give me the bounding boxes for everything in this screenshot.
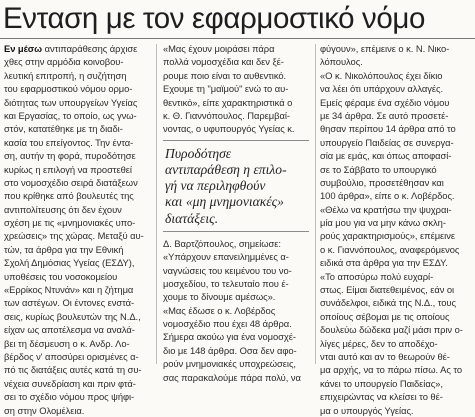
text-line: ρούν μνημονιακές υποχρεώσεις, — [163, 358, 296, 370]
text-line: χθες στην αρμόδια κοινοβου- — [4, 56, 124, 68]
text-line: επιχειρώντας να κλείσει το θέ- — [320, 391, 443, 403]
text-line: υπουργείο Παιδείας σε συνεργα- — [320, 136, 454, 148]
text-line: συμβούλιο, προσετέθησαν και — [320, 176, 444, 188]
text-line: συνάδελφοι, ειδικά της Ν.Δ., τους — [320, 297, 456, 309]
text-line: 100 άρθρα», είπε ο κ. Λοβέρδος. — [320, 190, 455, 202]
pullquote-line: γή να περιληφθούν — [165, 178, 266, 194]
text-line: Εχουμε τη "μαϊμού" ενώ το αυ- — [163, 83, 289, 95]
text-line: «Ερρίκος Ντυνάν» και η ζήτημα — [4, 284, 134, 296]
text-line: τών, τα άρθρα για την Εθνική — [4, 243, 124, 255]
text-line: φύγουν», επέμεινε ο κ. Ν. Νικο- — [320, 43, 450, 54]
column-divider-2 — [315, 44, 316, 364]
text-line: μία μου για να μην κάνω σκλη- — [320, 217, 446, 229]
text-line: νοντας, ο υφυπουργός Υγείας κ. — [163, 123, 295, 135]
article-headline: Ενταση με τον εφαρμοστικό νόμο — [3, 2, 425, 35]
text-line: λίγες μέρες, δεν το αποδέχο- — [320, 337, 438, 349]
text-line: θησαν περίπου 14 άρθρα από το — [320, 123, 456, 135]
text-line: βέρδος ν' αποσύρει ορισμένες α- — [4, 350, 139, 362]
text-line: θεντικό», είπε χαρακτηριστικά ο — [163, 96, 293, 108]
text-line: ρούς χαρακτηρισμούς», επέμεινε — [320, 230, 455, 242]
text-line: ρουμε ποιο είναι το αυθεντικό. — [163, 69, 287, 81]
lead-in-text: Εν μέσω — [4, 43, 43, 54]
article-column-1 — [4, 42, 150, 417]
text-line: Σήμερα ακούω για ένα νομοσχέ- — [163, 331, 296, 343]
text-line: σας παρακαλούμε πάρα πολύ, να — [163, 371, 301, 383]
text-line: σει το σχέδιο νόμου προς ψήφι- — [4, 391, 135, 403]
text-line: δουλεύω δώδεκα μαζί μάσι πριν ο- — [320, 324, 463, 336]
text-line: «Το αποσύρω πολύ ευχαρί- — [320, 270, 434, 282]
text-line: σχέση με τις «μνημονιακές υπο- — [4, 217, 136, 229]
text-line: «Ο κ. Νικολόπουλος έχει δίκιο — [320, 69, 443, 81]
text-line: κασία του επείγοντος. Την έντα- — [4, 136, 134, 148]
text-line: Δ. Βαρτζόπουλος, σημείωσε: — [163, 237, 281, 249]
text-line: του εφαρμοστικού νόμου ορμο- — [4, 83, 133, 95]
text-line: είχαν ως αποτέλεσμα να αναλά- — [4, 324, 135, 336]
column-divider-1 — [156, 44, 157, 364]
text-line: στόν, κατατέθηκε με τη διαδι- — [4, 123, 123, 135]
text-line: «Μας έδωσε ο κ. Λοβέρδος — [163, 304, 276, 316]
text-line: ειδικά στα άρθρα για την ΕΣΔΥ. — [320, 257, 448, 269]
text-line: κάνει το υπουργείο Παιδείας», — [320, 377, 443, 389]
text-line: που κρίθηκε από βουλευτές της — [4, 190, 134, 202]
text-line: αντιπολίτευσης ότι δεν έχουν — [4, 203, 122, 215]
text-line: και Εργασίας, το οποίο, ως γνω- — [4, 109, 137, 121]
column1-first-line — [4, 42, 150, 55]
text-line: μοσχεδίου, το τελευταίο που έ- — [163, 277, 289, 289]
text-line: με 34 άρθρα. Σε αυτό προσετέ- — [320, 109, 449, 121]
text-line: κυρίως η επιλογή να προστεθεί — [4, 163, 132, 175]
text-line: κ. Θ. Γιαννόπουλος. Παρεμβαί- — [163, 109, 290, 121]
text-line: να λέει ότι υπάρχουν αλλαγές. — [320, 83, 444, 95]
text-line: των αστέγων. Οι έντονες ενστά- — [4, 297, 135, 309]
text-line: χρεώσεις» της χώρας. Μεταξύ αυ- — [4, 230, 144, 242]
text-line: χουμε το δίνουμε αμέσως». — [163, 291, 276, 303]
column2-top-lines — [163, 42, 311, 136]
text-line: πό τις διατάξεις αυτές κατά τη συ- — [4, 364, 142, 376]
pullquote-line: και «μη μνημονιακές» — [165, 194, 284, 210]
column2-bottom-lines — [163, 237, 311, 384]
text-line: σε το Σάββατο το υπουργικό — [320, 163, 437, 175]
pullquote-rule-top — [163, 140, 309, 141]
pullquote-line: αντιπαράθεση η επιλο- — [165, 161, 287, 177]
text-line: νομοσχέδιο που έχει 48 άρθρα. — [163, 318, 292, 330]
article-column-2 — [163, 42, 311, 384]
pullquote-line: Πυροδότησε — [165, 145, 232, 161]
text-line: στο νομοσχέδιο σειρά διατάξεων — [4, 176, 138, 188]
text-line: ναγνώσεις του κειμένου του νο- — [163, 264, 292, 276]
first-line-rest: αντιπαράθεσης άρχισε — [42, 43, 138, 54]
text-line: πολλά νομοσχέδια και δεν ξέ- — [163, 56, 284, 68]
column1-lines — [4, 55, 150, 417]
text-line: λευτική επιτροπή, η συζήτηση — [4, 69, 127, 81]
text-line: βει τη δέσμευση ο κ. Ανδρ. Λο- — [4, 337, 130, 349]
text-line: ο κ. Γιαννόπουλος, αναφερόμενος — [320, 243, 460, 255]
pullquote-line: διατάξεις. — [165, 210, 219, 226]
text-line: Σχολή Δημόσιας Υγείας (ΕΣΔΥ), — [4, 257, 135, 269]
text-line: σεις, κυρίως βουλευτών της Ν.Δ., — [4, 310, 141, 322]
text-line: μα ο υπουργός Υγείας. — [320, 404, 414, 416]
text-line: νται αυτό και αν το θεωρούν θέ- — [320, 350, 450, 362]
text-line: μα αρχής, να το πάρω πίσω. Ας το — [320, 364, 463, 376]
text-line: υποθέσεις του νοσοκομείου — [4, 270, 118, 282]
text-line: ση στην Ολομέλεια. — [4, 404, 85, 416]
pullquote — [163, 146, 311, 227]
column3-lines — [320, 42, 472, 417]
text-line: ση, αυτήν τη φορά, πυροδότησε — [4, 150, 136, 162]
text-line: «Υπάρχουν επανειλημμένες α- — [163, 251, 289, 263]
text-line: Εμείς φέραμε ένα σχέδιο νόμου — [320, 96, 450, 108]
text-line: στως. Είμαι διατεθειμένος, εάν οι — [320, 284, 455, 296]
pullquote-rule-bottom — [163, 231, 309, 232]
article-column-3 — [320, 42, 472, 417]
text-line: διότητας των υπουργείων Υγείας — [4, 96, 138, 108]
text-line: διο με 148 άρθρα. Οσα δεν αφο- — [163, 344, 297, 356]
text-line: σία με εμάς, και όπως αποφασί- — [320, 150, 452, 162]
text-line: «Μας έχουν μοιράσει πάρα — [163, 43, 275, 54]
text-line: νέχεια συνεδρίαση και πριν φτά- — [4, 377, 136, 389]
text-line: οποίους σέβομαι με τις οποίους — [320, 310, 450, 322]
text-line: «Θέλω να κρατήσω την ψυχραι- — [320, 203, 452, 215]
headline-rule — [0, 38, 475, 39]
text-line: λόπουλος. — [320, 56, 363, 68]
